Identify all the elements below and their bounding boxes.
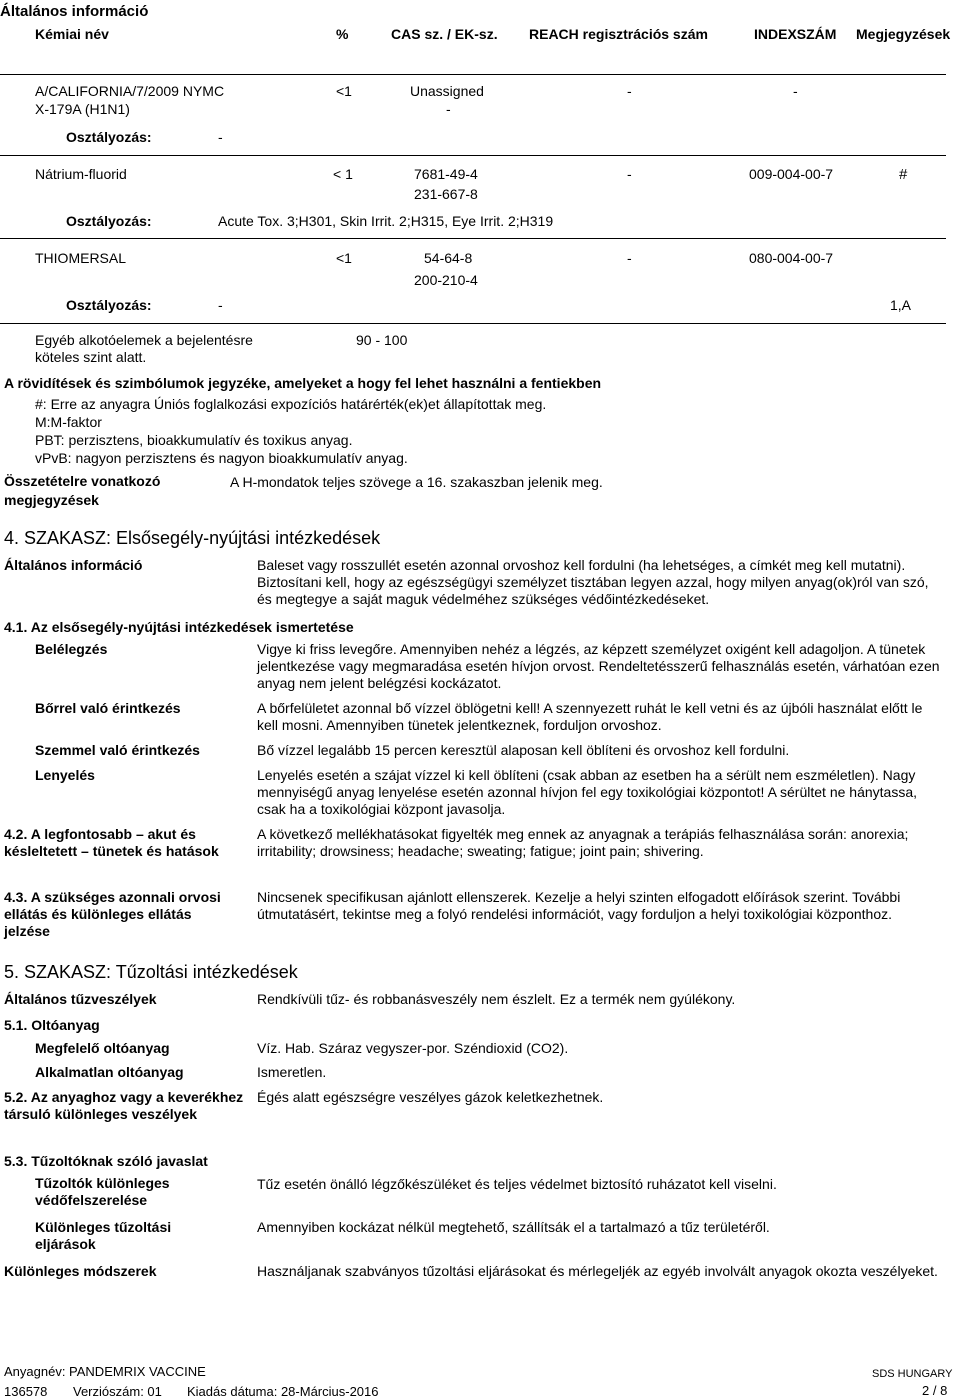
- composition-note-label-cont: megjegyzések: [4, 492, 99, 508]
- substance-ec: 200-210-4: [414, 272, 478, 288]
- inhalation-text: Vigye ki friss levegőre. Amennyiben nehéz a légzés, az képzett személyzet oxigént kell adagoljon. A tünetek jelentkezése vagy megmaradása esetén hívjon orvost. Rendeltetésszerű felhasználás esetén, várhatóan ezen anyag nem jelent belégzési kockázatot.: [257, 641, 940, 691]
- substance-name: THIOMERSAL: [35, 250, 127, 266]
- footer-page-number: 2 / 8: [922, 1383, 948, 1398]
- other-components-percent: 90 - 100: [356, 332, 408, 348]
- section-5-general-label: Általános tűzveszélyek: [4, 991, 157, 1007]
- classification-label: Osztályozás:: [66, 129, 152, 145]
- substance-name-cont: X-179A (H1N1): [35, 101, 130, 117]
- section-5-3-title: 5.3. Tűzoltóknak szóló javaslat: [4, 1153, 208, 1169]
- classification-label: Osztályozás:: [66, 213, 152, 229]
- section-4-general-text: Baleset vagy rosszullét esetén azonnal orvoshoz kell fordulni (ha lehetséges, a címkét meg kell mutatni). Biztosítani kell, hogy az egészségügyi személyzet tisztában legyen azzal, hogy milyen anyag(ok)ról van szó, és megtegye a saját maguk védelméhez szükséges védőintézkedéseket.: [257, 557, 929, 607]
- footer-sds-label: SDS HUNGARY: [872, 1368, 953, 1380]
- firefighting-procedures-text: Amennyiben kockázat nélkül megtehető, szállítsák el a tartalmazó a tűz területéről.: [257, 1219, 770, 1235]
- substance-reach: -: [627, 250, 632, 266]
- substance-index: -: [793, 83, 798, 99]
- section-4-1-title: 4.1. Az elsősegély-nyújtási intézkedések ismertetése: [4, 619, 354, 635]
- substance-ec: 231-667-8: [414, 186, 478, 202]
- substance-cas: Unassigned: [410, 83, 484, 99]
- substance-reach: -: [627, 166, 632, 182]
- other-components-name: Egyéb alkotóelemek a bejelentésre: [35, 332, 253, 348]
- composition-note-label: Összetételre vonatkozó: [4, 473, 161, 489]
- substance-cas: 7681-49-4: [414, 166, 478, 182]
- footer-version: Verziószám: 01: [73, 1384, 162, 1399]
- section-4-2-text: A következő mellékhatásokat figyelték meg ennek az anyagnak a terápiás felhasználása során: anorexia; irritability; drowsiness; headache; sweating; fatigue; joint pain; shivering.: [257, 826, 909, 859]
- substance-percent: <1: [336, 83, 352, 99]
- special-methods-text: Használjanak szabványos tűzoltási eljárásokat és mérlegeljék az egyéb involvált anyagok okozta veszélyeket.: [257, 1263, 938, 1279]
- footer-product-name: Anyagnév: PANDEMRIX VACCINE: [4, 1364, 206, 1379]
- substance-index: 009-004-00-7: [749, 166, 834, 182]
- firefighter-ppe-text: Tűz esetén önálló légzőkészüléket és teljes védelmet biztosító ruházatot kell viselni.: [257, 1176, 777, 1192]
- section-4-3-label: 4.3. A szükséges azonnali orvosi ellátás és különleges ellátás jelzése: [4, 889, 221, 939]
- firefighting-procedures-label: Különleges tűzoltási eljárások: [35, 1219, 172, 1252]
- section-5-title: 5. SZAKASZ: Tűzoltási intézkedések: [4, 962, 298, 982]
- section-4-general-label: Általános információ: [4, 557, 143, 573]
- abbreviations-title: A rövidítések és szimbólumok jegyzéke, amelyeket a hogy fel lehet használni a fentiekben: [4, 375, 602, 391]
- section-5-2-text: Égés alatt egészségre veszélyes gázok keletkezhetnek.: [257, 1089, 604, 1105]
- firefighter-ppe-label: Tűzoltók különleges védőfelszerelése: [35, 1175, 170, 1208]
- column-header-reach: REACH regisztrációs szám: [529, 26, 708, 42]
- section-4-title: 4. SZAKASZ: Elsősegély-nyújtási intézkedések: [4, 528, 381, 548]
- classification-value: -: [218, 129, 223, 145]
- substance-name: A/CALIFORNIA/7/2009 NYMC: [35, 83, 225, 99]
- section-5-general-text: Rendkívüli tűz- és robbanásveszély nem észlelt. Ez a termék nem gyúlékony.: [257, 991, 736, 1007]
- row-divider: [0, 155, 946, 156]
- eye-contact-label: Szemmel való érintkezés: [35, 742, 200, 758]
- abbreviation-item: PBT: perzisztens, bioakkumulatív és toxikus anyag.: [35, 432, 353, 448]
- section-4-3-text: Nincsenek specifikusan ajánlott ellenszerek. Kezelje a helyi szinten elfogadott előírások szerint. További útmutatásért, tekintse meg a folyó rendelési információt, vagy forduljon a helyi toxikológiai központhoz.: [257, 889, 901, 922]
- inhalation-label: Belélegzés: [35, 641, 108, 657]
- section-5-1-title: 5.1. Oltóanyag: [4, 1017, 100, 1033]
- header-divider: [0, 74, 946, 75]
- suitable-media-label: Megfelelő oltóanyag: [35, 1040, 170, 1056]
- abbreviation-item: vPvB: nagyon perzisztens és nagyon bioakkumulatív anyag.: [35, 450, 408, 466]
- substance-extra: 1,A: [890, 297, 912, 313]
- column-header-index: INDEXSZÁM: [754, 26, 837, 42]
- unsuitable-media-text: Ismeretlen.: [257, 1064, 327, 1080]
- special-methods-label: Különleges módszerek: [4, 1263, 157, 1279]
- column-header-cas: CAS sz. / EK-sz.: [391, 26, 498, 42]
- suitable-media-text: Víz. Hab. Száraz vegyszer-por. Széndioxid (CO2).: [257, 1040, 569, 1056]
- other-components-name-cont: köteles szint alatt.: [35, 349, 147, 365]
- substance-index: 080-004-00-7: [749, 250, 834, 266]
- abbreviation-item: #: Erre az anyagra Úniós foglalkozási expozíciós határérték(ek)et állapítottak meg.: [35, 396, 547, 412]
- row-divider: [0, 323, 946, 324]
- classification-value: -: [218, 297, 223, 313]
- footer-issue-date: Kiadás dátuma: 28-Március-2016: [187, 1384, 379, 1399]
- footer-doc-id: 136578: [4, 1384, 48, 1399]
- composition-note-value: A H-mondatok teljes szövege a 16. szakaszban jelenik meg.: [230, 474, 603, 490]
- unsuitable-media-label: Alkalmatlan oltóanyag: [35, 1064, 184, 1080]
- substance-ec: -: [446, 101, 451, 117]
- skin-contact-text: A bőrfelületet azonnal bő vízzel öblögetni kell! A szennyezett ruhát le kell vetni és az újbóli használat előtt le kell mosni. Amennyiben tünetek jelentkeznek, forduljon orvoshoz.: [257, 700, 923, 733]
- row-divider: [0, 238, 946, 239]
- ingestion-text: Lenyelés esetén a szájat vízzel ki kell öblíteni (csak abban az esetben ha a sérült nem eszméletlen). Nagy mennyiségű anyag lenyelése esetén azonnal hívjon fel egy toxikológiai központot! A sérültet ne hánytassa, csak ha a toxikológiai központ javasolja.: [257, 767, 917, 817]
- column-header-notes: Megjegyzések: [856, 26, 951, 42]
- substance-cas: 54-64-8: [424, 250, 473, 266]
- substance-notes: #: [899, 166, 908, 183]
- section-4-2-label: 4.2. A legfontosabb – akut és késleltetett – tünetek és hatások: [4, 826, 219, 859]
- substance-percent: < 1: [333, 166, 353, 182]
- substance-name: Nátrium-fluorid: [35, 166, 127, 182]
- column-header-percent: %: [336, 26, 349, 42]
- classification-label: Osztályozás:: [66, 297, 152, 313]
- ingestion-label: Lenyelés: [35, 767, 95, 783]
- column-header-chemical-name: Kémiai név: [35, 26, 109, 42]
- skin-contact-label: Bőrrel való érintkezés: [35, 700, 181, 716]
- section-header: Általános információ: [0, 3, 149, 20]
- eye-contact-text: Bő vízzel legalább 15 percen keresztül alaposan kell öblíteni és orvoshoz kell fordulni.: [257, 742, 790, 758]
- substance-percent: <1: [336, 250, 352, 266]
- abbreviation-item: M:M-faktor: [35, 414, 102, 430]
- section-5-2-label: 5.2. Az anyaghoz vagy a keverékhez társuló különleges veszélyek: [4, 1089, 244, 1122]
- substance-reach: -: [627, 83, 632, 99]
- classification-value: Acute Tox. 3;H301, Skin Irrit. 2;H315, Eye Irrit. 2;H319: [218, 213, 554, 229]
